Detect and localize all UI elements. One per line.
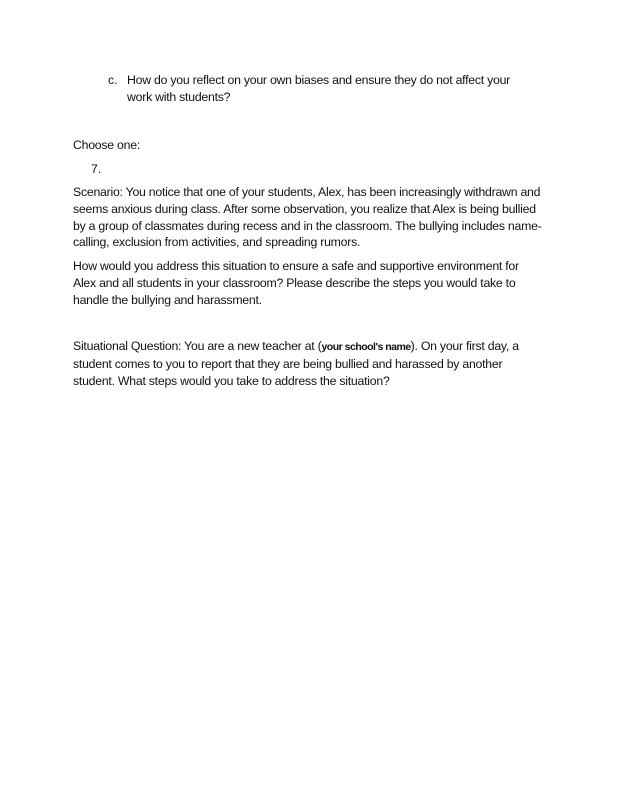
situational-question-paragraph [73,338,543,389]
question-number: 7. [91,162,102,176]
scenario-question-paragraph: How would you address this situation to ensure a safe and supportive environment for Alex and all students in your classroom? Please describe the steps you would take to handle the bullying and harassment. [73,259,519,307]
situational-question-lead: Situational Question: You are a new teacher at ( [73,339,322,353]
situational-question-rest: ). On your first day, a student comes to you to report that they are being bullied and harassed by another student. What steps would you take to address the situation? [73,339,519,388]
choose-one-label: Choose one: [73,138,140,152]
reflection-question-text: How do you reflect on your own biases and ensure they do not affect your work with students? [127,73,511,104]
scenario-paragraph: Scenario: You notice that one of your students, Alex, has been increasingly withdrawn and seems anxious during class. After some observation, you realize that Alex is being bullied by a group of classmates during recess and in the classroom. The bullying includes name-calling, exclusion from activities, and spreading rumors. [73,185,542,250]
school-name-placeholder: your school's name [321,341,411,353]
reflection-question-item [108,72,538,106]
list-marker: c. [108,73,118,87]
